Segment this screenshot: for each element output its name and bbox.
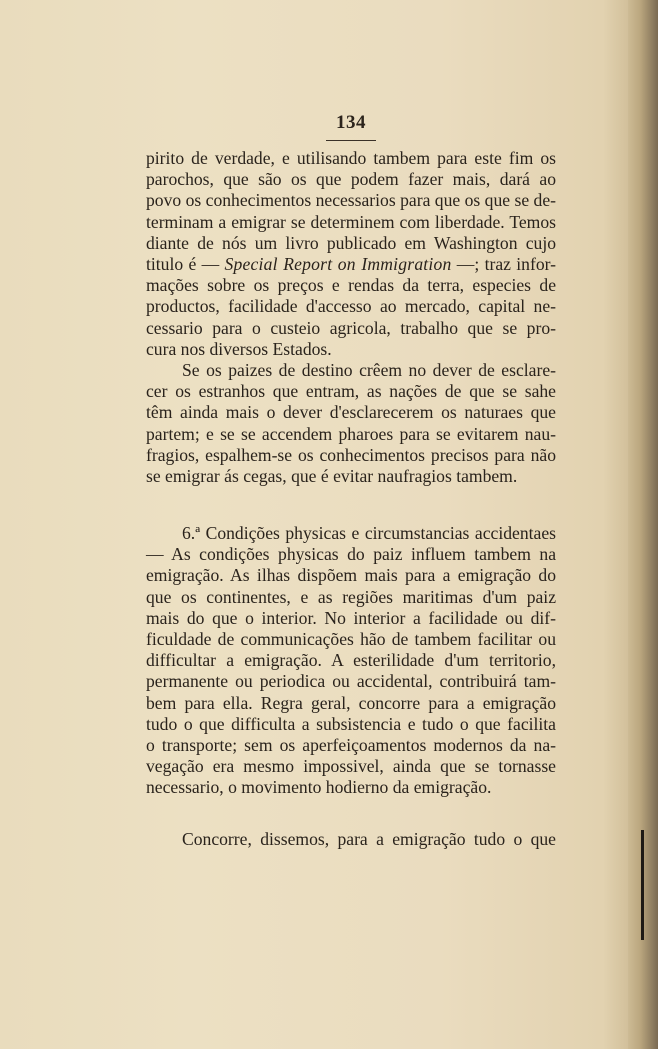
text-line: vegação era mesmo impossivel, ainda que se tornasse	[146, 756, 556, 777]
text-line: que os continentes, e as regiões maritimas d'um paiz	[146, 586, 556, 607]
text-line: têm ainda mais o dever d'esclarecerem os naturaes que	[146, 402, 556, 423]
text-line: tudo o que difficulta a subsistencia e tudo o que facilita	[146, 713, 556, 734]
text-line: pirito de verdade, e utilisando tambem para este fim os	[146, 148, 556, 168]
text-block-top	[146, 148, 556, 487]
text-line: fragios, espalhem-se os conhecimentos precisos para não	[146, 444, 556, 465]
text-line: necessario, o movimento hodierno da emigração.	[146, 777, 492, 798]
text-fragment: —; traz infor-	[451, 254, 556, 275]
text-line: productos, facilidade d'accesso ao mercado, capital ne-	[146, 296, 556, 317]
text-line: mações sobre os preços e rendas da terra, especies de	[146, 275, 556, 296]
text-line: Concorre, dissemos, para a emigração tudo o que	[182, 829, 556, 849]
header-rule	[326, 140, 376, 141]
text-line: terminam a emigrar se determinem com liberdade. Temos	[146, 211, 556, 232]
text-line: diante de nós um livro publicado em Washington cujo	[146, 232, 556, 253]
text-line: o transporte; sem os aperfeiçoamentos modernos da na-	[146, 735, 556, 756]
text-line: povo os conhecimentos necessarios para que os que se de-	[146, 190, 556, 211]
text-line: ficuldade de communicações hão de tambem facilitar ou	[146, 629, 556, 650]
text-line: se emigrar ás cegas, que é evitar naufragios tambem.	[146, 466, 518, 487]
text-line: mais do que o interior. No interior a facilidade ou dif-	[146, 607, 556, 628]
text-line: Se os paizes de destino crêem no dever de esclare-	[182, 360, 556, 381]
text-line: emigração. As ilhas dispõem mais para a emigração do	[146, 565, 556, 586]
text-line: cessario para o custeio agricola, trabalho que se pro-	[146, 317, 556, 338]
binding-mark	[641, 830, 644, 940]
text-line: parochos, que são os que podem fazer mais, dará ao	[146, 169, 556, 190]
text-block-bottom	[146, 829, 556, 850]
section-heading-line: 6.ª Condições physicas e circumstancias accidentaes	[182, 523, 556, 543]
text-line-with-title	[146, 254, 556, 275]
text-line: difficultar a emigração. A esterilidade d'um territorio,	[146, 650, 556, 671]
text-fragment: titulo é —	[146, 254, 225, 275]
page-number: 134	[336, 112, 366, 133]
text-line: cura nos diversos Estados.	[146, 338, 332, 359]
text-line: — As condições physicas do paiz influem tambem na	[146, 544, 556, 565]
text-line: partem; e se se accendem pharoes para se evitarem nau-	[146, 423, 556, 444]
text-block-section-6	[146, 523, 556, 799]
text-line: permanente ou periodica ou accidental, contribuirá tam-	[146, 671, 556, 692]
text-line: bem para ella. Regra geral, concorre para a emigração	[146, 692, 556, 713]
text-line: cer os estranhos que entram, as nações de que se sahe	[146, 381, 556, 402]
book-title-italic: Special Report on Immigration	[224, 254, 452, 275]
